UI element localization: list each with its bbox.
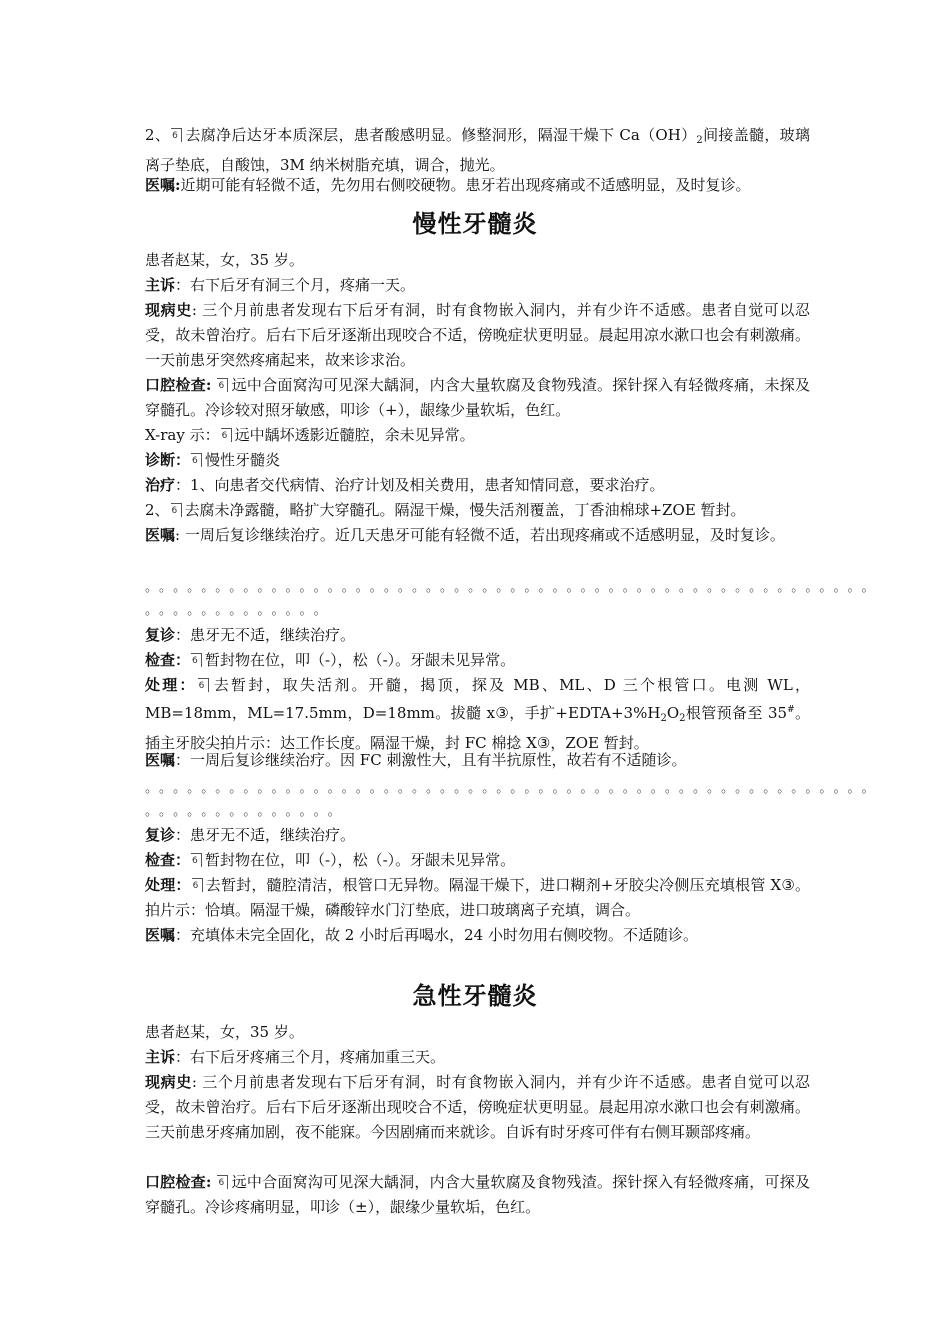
followup-status: 复诊：患牙无不适，继续治疗。 (145, 826, 356, 844)
present-illness-history: 现病史: 三个月前患者发现右下后牙有洞，时有食物嵌入洞内，并有少许不适感。患者自觉可以忍受，故未曾治疗。后右下后牙逐渐出现咬合不适，傍晚症状更明显。晨起用凉水漱口也会有刺激痛。三天前患牙疼痛加剧，夜不能寐。今因剧痛而来就诊。自诉有时牙疼可伴有右侧耳颞部疼痛。 (145, 1073, 810, 1141)
xray-finding: X-ray 示： 6 远中龋坏透影近髓腔，余未见异常。 (145, 426, 475, 444)
tooth-position-icon: 6 (191, 853, 202, 867)
advice-paragraph: 医嘱: 一周后复诊继续治疗。近几天患牙可能有轻微不适，若出现疼痛或不适感明显，及时复诊。 (145, 526, 785, 544)
tooth-position-icon: 6 (217, 378, 228, 392)
tooth-position-icon: 6 (191, 653, 202, 667)
separator-dots: 。。。。。。。。。。。。。。 (145, 804, 349, 819)
separator-dots: 。。。。。。。。。。。。。。。。。。。。。。。。。。。。。。。。。。。。。。。。。。。。。。。。。。。。 (145, 781, 883, 796)
oral-examination: 口腔检查: 6 远中合面窝沟可见深大龋洞，内含大量软腐及食物残渣。探针探入有轻微疼痛，可探及穿髓孔。冷诊疼痛明显，叩诊（±），龈缘少量软垢，色红。 (145, 1173, 810, 1216)
patient-info: 患者赵某，女，35 岁。 (145, 251, 304, 269)
oral-examination: 口腔检查: 6 远中合面窝沟可见深大龋洞，内含大量软腐及食物残渣。探针探入有轻微疼痛，未探及穿髓孔。冷诊较对照牙敏感，叩诊（+），龈缘少量软垢，色红。 (145, 376, 810, 419)
advice-paragraph: 医嘱:近期可能有轻微不适，先勿用右侧咬硬物。患牙若出现疼痛或不适感明显，及时复诊。 (145, 176, 751, 194)
advice-paragraph: 医嘱：一周后复诊继续治疗。因 FC 刺激性大，且有半抗原性，故若有不适随诊。 (145, 751, 687, 769)
advice-paragraph: 医嘱：充填体未完全固化，故 2 小时后再喝水，24 小时勿用右侧咬物。不适随诊。 (145, 926, 698, 944)
tooth-position-icon: 6 (217, 1175, 228, 1189)
separator-dots: 。。。。。。。。。。。。。。。。。。。。。。。。。。。。。。。。。。。。。。。。。。。。。。。。。。。。 (145, 580, 883, 595)
tooth-position-icon: 6 (191, 453, 202, 467)
diagnosis: 诊断： 6 慢性牙髓炎 (145, 451, 281, 469)
treatment-step-1: 治疗：1、向患者交代病情、治疗计划及相关费用，患者知情同意，要求治疗。 (145, 476, 665, 494)
treatment-step-2: 2、 6 去腐未净露髓，略扩大穿髓孔。隔湿干燥，慢失活剂覆盖，丁香油棉球+ZOE 暂封。 (145, 501, 746, 519)
treatment-step-2: 2、 6 去腐净后达牙本质深层，患者酸感明显。修整洞形，隔湿干燥下 $Ca(OH)_2$间接盖髓，玻璃离子垫底，自酸蚀，3M 纳米树脂充填，调合，抛光。 (145, 126, 810, 174)
separator-dots: 。。。。。。。。。。。。。 (145, 603, 335, 618)
followup-check: 检查： 6 暂封物在位，叩（-），松（-）。牙龈未见异常。 (145, 651, 516, 669)
tooth-position-icon: 6 (171, 503, 182, 517)
tooth-position-icon: 6 (221, 428, 232, 442)
followup-procedure: 处理： 6 去暂封，取失活剂。开髓，揭顶，探及 MB、ML、D 三个根管口。电测 WL，MB=18mm，ML=17.5mm，D=18mm。拔髓 x③，手扩$+EDTA+3\%H_2O_2$根管预备至 35#。插主牙胶尖拍片示：达工作长度。隔湿干燥，封 FC 棉捻 X③，ZOE 暂封。 (145, 676, 810, 752)
chief-complaint: 主诉：右下后牙有洞三个月，疼痛一天。 (145, 276, 416, 294)
section-title-acute: 急性牙髓炎 (412, 982, 538, 1010)
tooth-position-icon: 6 (192, 878, 203, 892)
followup-procedure: 处理： 6 去暂封，髓腔清洁，根管口无异物。隔湿干燥下，进口糊剂+牙胶尖冷侧压充填根管 X③。拍片示：恰填。隔湿干燥，磷酸锌水门汀垫底，进口玻璃离子充填，调合。 (145, 876, 810, 919)
section-title-chronic: 慢性牙髓炎 (412, 210, 538, 238)
chief-complaint: 主诉：右下后牙疼痛三个月，疼痛加重三天。 (145, 1048, 446, 1066)
followup-status: 复诊：患牙无不适，继续治疗。 (145, 626, 356, 644)
present-illness-history: 现病史: 三个月前患者发现右下后牙有洞，时有食物嵌入洞内，并有少许不适感。患者自觉可以忍受，故未曾治疗。后右下后牙逐渐出现咬合不适，傍晚症状更明显。晨起用凉水漱口也会有刺激痛。一天前患牙突然疼痛起来，故来诊求治。 (145, 301, 810, 369)
tooth-position-icon: 6 (198, 678, 209, 692)
patient-info: 患者赵某，女，35 岁。 (145, 1023, 304, 1041)
tooth-position-icon: 6 (171, 128, 182, 142)
followup-check: 检查： 6 暂封物在位，叩（-），松（-）。牙龈未见异常。 (145, 851, 516, 869)
